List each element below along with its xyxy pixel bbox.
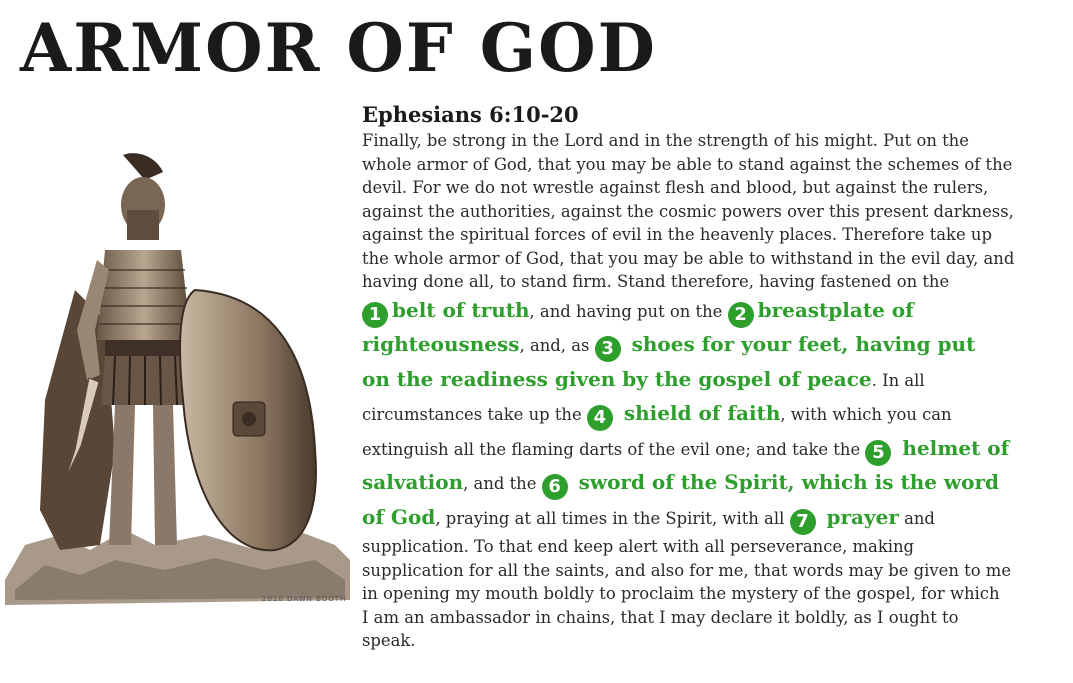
text-segment: devil. For we do not wrestle against flesh and blood, but against the rulers, — [362, 178, 989, 197]
text-segment: . In all — [871, 370, 925, 390]
armor-number-badge: 3 — [595, 336, 621, 362]
scripture-passage — [362, 101, 1062, 653]
armor-piece-sword-cont: of God — [362, 504, 436, 529]
text-segment: Finally, be strong in the Lord and in the strength of his might. Put on the — [362, 131, 969, 150]
armor-piece-sword: sword of the Spirit, which is the word — [571, 470, 1000, 494]
text-line — [362, 328, 1062, 363]
armor-number-badge: 4 — [587, 405, 613, 431]
text-segment: and — [898, 508, 935, 528]
text-line — [362, 176, 1062, 200]
text-segment: supplication. To that end keep alert with all perseverance, making — [362, 537, 915, 556]
text-line — [362, 466, 1062, 501]
armor-number-badge: 6 — [542, 474, 568, 500]
scripture-reference: Ephesians 6:10-20 — [362, 102, 579, 127]
text-segment: supplication for all the saints, and also for me, that words may be given to me — [362, 560, 1012, 580]
text-line — [362, 397, 1062, 432]
text-segment: circumstances take up the — [362, 405, 587, 424]
text-segment: , and having put on the — [529, 301, 728, 321]
armor-number-badge: 7 — [790, 509, 816, 535]
armor-piece-breastplate: breastplate of — [757, 297, 914, 322]
text-line — [362, 363, 1062, 398]
text-line — [362, 582, 1062, 606]
text-line — [362, 200, 1062, 224]
roman-soldier-illustration — [5, 150, 350, 615]
text-line — [362, 223, 1062, 247]
page-title: ARMOR OF GOD — [20, 9, 657, 87]
text-segment: I am an ambassador in chains, that I may declare it boldly, as I ought to — [362, 607, 959, 627]
armor-piece-belt: belt of truth — [392, 297, 530, 322]
text-segment: having done all, to stand firm. Stand therefore, having fastened on the — [362, 272, 950, 291]
text-line — [362, 270, 1062, 294]
text-segment: extinguish all the flaming darts of the evil one; and take the — [362, 439, 866, 459]
armor-piece-helmet: helmet of — [895, 435, 1010, 460]
armor-piece-helmet-cont: salvation — [362, 470, 464, 494]
armor-number-badge: 1 — [362, 302, 388, 328]
text-line — [362, 559, 1062, 583]
text-line — [362, 294, 1062, 329]
text-line — [362, 129, 1062, 153]
text-segment: against the spiritual forces of evil in the heavenly places. Therefore take up — [362, 225, 992, 244]
text-line — [362, 606, 1062, 630]
illustration-credit: 2010 DAWN BOOTH — [262, 595, 347, 603]
armor-piece-breastplate-cont: righteousness — [362, 332, 520, 356]
text-segment: whole armor of God, that you may be able to stand against the schemes of the — [362, 154, 1013, 174]
text-line — [362, 629, 1062, 653]
text-segment: the whole armor of God, that you may be able to withstand in the evil day, and — [362, 248, 1015, 268]
text-segment: against the authorities, against the cosmic powers over this present darkness, — [362, 201, 1014, 221]
text-line — [362, 247, 1062, 271]
armor-piece-prayer: prayer — [819, 504, 899, 529]
text-segment: , praying at all times in the Spirit, with all — [435, 508, 790, 528]
text-line — [362, 153, 1062, 177]
armor-number-badge: 5 — [865, 440, 891, 466]
armor-piece-shoes: shoes for your feet, having put — [624, 332, 976, 356]
armor-piece-shield: shield of faith — [616, 401, 781, 425]
text-segment: speak. — [362, 631, 416, 650]
armor-number-badge: 2 — [728, 302, 754, 328]
text-line — [362, 432, 1062, 467]
text-segment: , and the — [463, 474, 542, 493]
text-segment: , with which you can — [780, 405, 952, 424]
text-line — [362, 535, 1062, 559]
text-segment: in opening my mouth boldly to proclaim the mystery of the gospel, for which — [362, 584, 1000, 603]
text-line — [362, 501, 1062, 536]
text-segment: , and, as — [519, 336, 595, 355]
armor-piece-shoes-cont: on the readiness given by the gospel of peace — [362, 366, 872, 391]
scripture-text — [362, 129, 1062, 653]
